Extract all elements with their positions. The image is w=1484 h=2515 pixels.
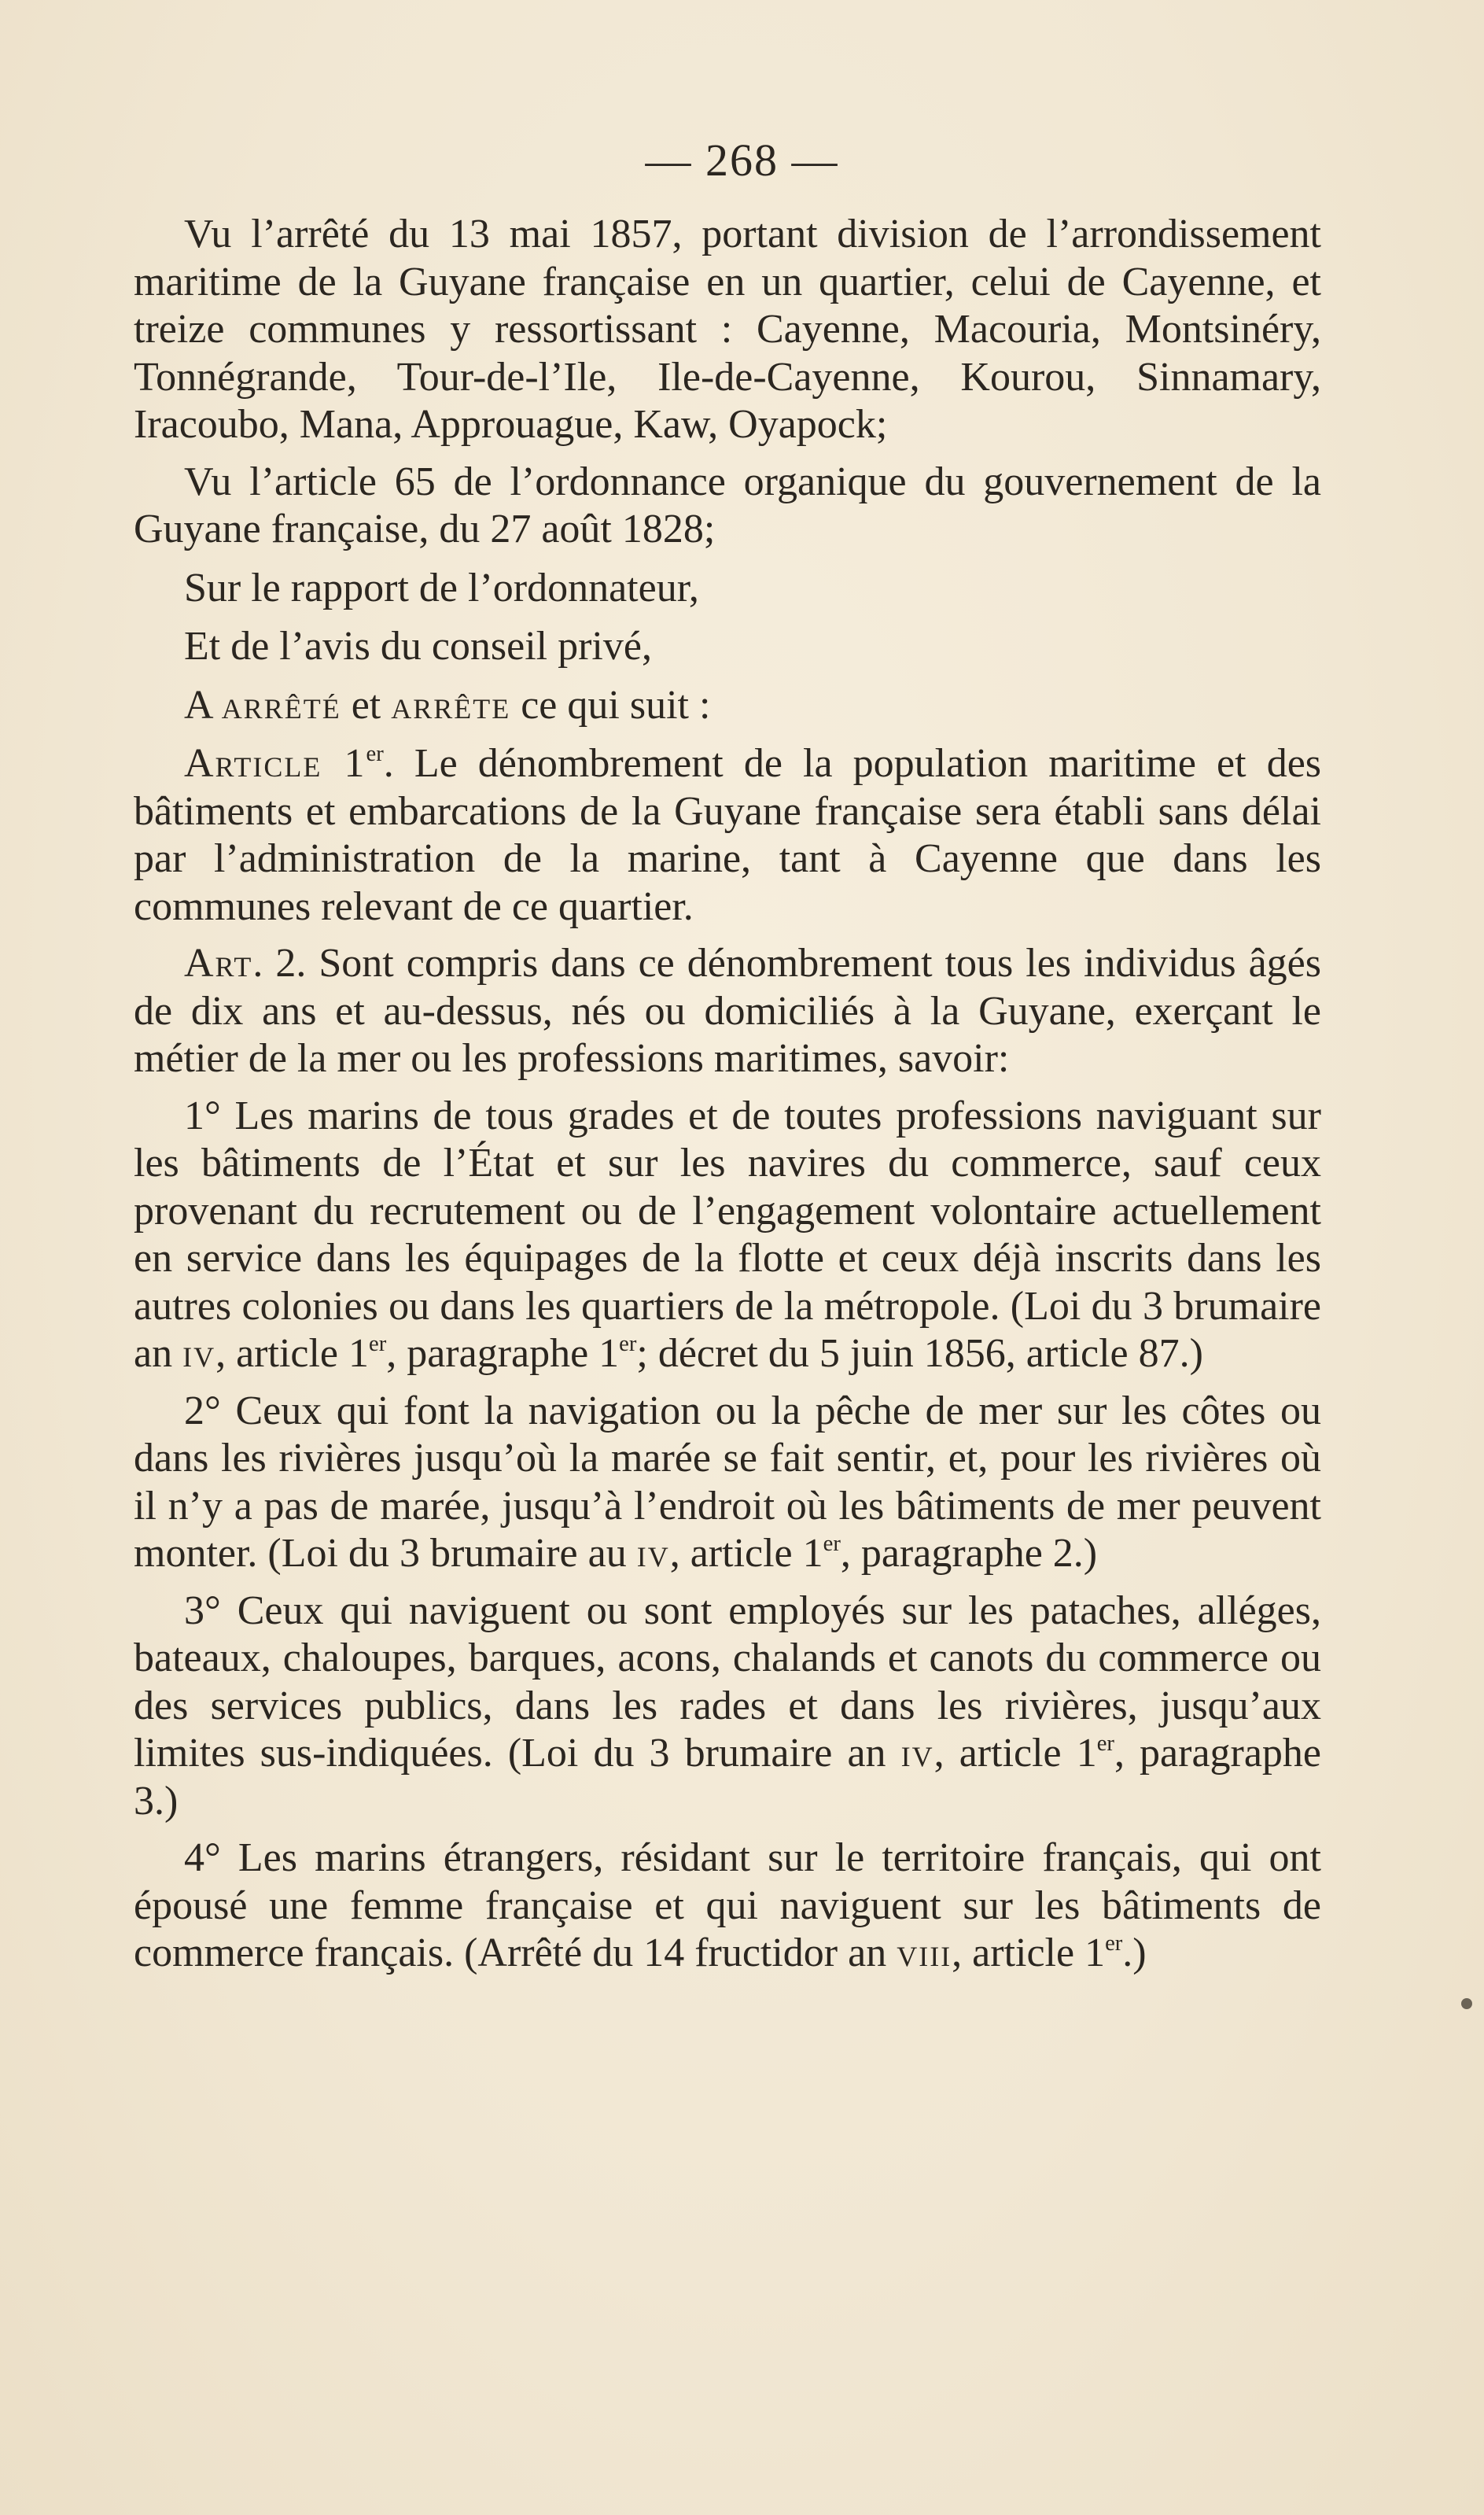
small-caps-text: Article 1 [184,741,366,786]
text-run: et [341,682,392,728]
text-run: 4° Les marins étrangers, résidant sur le territoire français, qui ont épousé une femme française et qui naviguent sur les bâtiments de commerce français. (Arrêté du 14 fructidor an [134,1835,1321,1975]
text-run: , paragraphe 3.) [134,1731,1322,1824]
text-run: , article 1 [215,1331,369,1376]
paragraph [134,1588,1321,1826]
small-caps-text: iv [182,1331,216,1376]
text-run: A [184,682,222,728]
text-run: Sur le rapport de l’ordonnateur, [184,565,699,610]
text-run: 2° Ceux qui font la navigation ou la pêche de mer sur les côtes ou dans les rivières jusqu’où la marée se fait sentir, et, pour les rivières où il n’y a pas de marée, jusqu’à l’endroit où les bâtiments de mer peuvent monter. (Loi du 3 brumaire au [134,1388,1321,1576]
paragraph [134,623,1321,671]
text-run: Et de l’avis du conseil privé, [184,624,652,669]
text-run: 1° Les marins de tous grades et de toutes professions naviguant sur les bâtiments de l’État et sur les navires du commerce, sauf ceux provenant du recrutement ou de l’engagement volontaire actuellement en service dans les équipages de la flotte et ceux déjà inscrits dans les autres colonies ou dans les quartiers de la métropole. (Loi du 3 brumaire an [134,1093,1321,1376]
small-caps-text: arrêté [221,682,341,728]
paragraph [134,740,1321,931]
paragraph [134,211,1321,449]
superscript: er [1105,1931,1123,1956]
small-caps-text: Art [184,941,253,986]
text-run: , article 1 [952,1931,1106,1975]
text-run: 3° Ceux qui naviguent ou sont employés sur les pataches, alléges, bateaux, chaloupes, barques, acons, chalands et canots du commerce ou des services publics, dans les rades et dans les rivières, jusqu’aux limites sus-indiquées. (Loi du 3 brumaire an [134,1588,1321,1776]
superscript: er [366,741,384,766]
text-run: .) [1122,1931,1147,1975]
small-caps-text: iv [900,1731,934,1776]
superscript: er [619,1331,637,1356]
superscript: er [823,1531,841,1556]
paragraph [134,459,1321,554]
superscript: er [1096,1731,1114,1756]
text-run: , article 1 [669,1531,823,1576]
small-caps-text: arrête [391,682,511,728]
superscript: er [369,1331,387,1356]
paragraph [134,682,1321,730]
text-run: . Le dénombrement de la population maritime et des bâtiments et embarcations de la Guyane française sera établi sans délai par l’administration de la marine, tant à Cayenne que dans les communes relevant de ce quartier. [134,741,1322,929]
small-caps-text: viii [897,1931,952,1975]
paragraph [134,565,1321,613]
paragraph [134,1388,1321,1578]
ink-speck [1461,1998,1472,2009]
text-run: ce qui suit : [510,682,711,728]
body-text [134,211,1321,1987]
text-run: . 2. Sont compris dans ce dénombrement tous les individus âgés de dix ans et au-dessus, nés ou domiciliés à la Guyane, exerçant le métier de la mer ou les professions maritimes, savoir: [134,941,1321,1081]
text-run: , paragraphe 1 [386,1331,620,1376]
paragraph [134,1835,1321,1978]
small-caps-text: iv [636,1531,670,1576]
text-run: Vu l’article 65 de l’ordonnance organique du gouvernement de la Guyane française, du 27 août 1828; [134,459,1321,551]
page-number: — 268 — [645,135,839,186]
text-run: ; décret du 5 juin 1856, article 87.) [636,1331,1203,1376]
text-run: , paragraphe 2.) [840,1531,1098,1576]
text-run: Vu l’arrêté du 13 mai 1857, portant division de l’arrondissement maritime de la Guyane française en un quartier, celui de Cayenne, et treize communes y ressortissant : Cayenne, Macouria, Montsinéry, Tonnégrande, Tour-de-l’Ile, Ile-de-Cayenne, Kourou, Sinnamary, Iracoubo, Mana, Approuague, Kaw, Oyapock; [134,212,1321,447]
paragraph [134,1093,1321,1378]
paragraph [134,940,1321,1083]
text-run: , article 1 [933,1731,1097,1776]
